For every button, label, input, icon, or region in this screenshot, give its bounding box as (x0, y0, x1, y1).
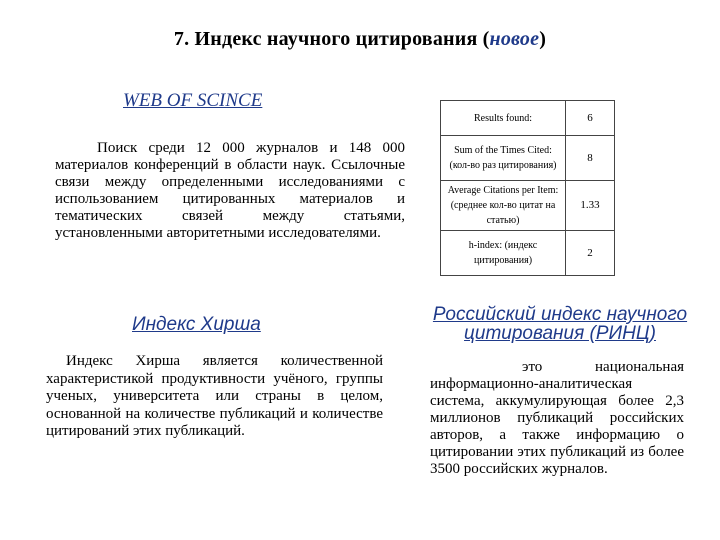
rinc-heading[interactable]: Российский индекс научного цитирования (РИНЦ) (432, 304, 688, 344)
hirsch-heading[interactable]: Индекс Хирша (132, 314, 261, 335)
wos-description: Поиск среди 12 000 журналов и 148 000 материалов конференций в области наук. Ссылочные связи между определенными исследованиями с использованием цитированных материалов и тематических связей между статьями, установленными авторитетными исследователями. (55, 140, 405, 241)
stat-value: 1.33 (566, 181, 615, 231)
slide-title-accent: новое (489, 28, 540, 50)
stat-value: 6 (566, 101, 615, 136)
hirsch-description: Индекс Хирша является количественной характеристикой продуктивности учёного, группы ученых, университета или страны в целом, основанной на количестве публикаций и количестве цитирований этих публикаций. (46, 353, 383, 439)
stat-value: 2 (566, 231, 615, 276)
stat-label: Results found: (441, 101, 566, 136)
table-row (441, 101, 615, 136)
table-row (441, 231, 615, 276)
slide-title (0, 28, 720, 51)
table-row (441, 136, 615, 181)
slide-title-close: ) (539, 28, 547, 50)
citation-stats-table (440, 100, 615, 276)
table-row (441, 181, 615, 231)
wos-heading[interactable]: WEB OF SCINCE (123, 90, 263, 111)
rinc-description (430, 359, 684, 478)
stat-label: h-index: (индекс цитирования) (441, 231, 566, 276)
stat-label: Sum of the Times Cited: (кол-во раз цитирования) (441, 136, 566, 181)
stat-value: 8 (566, 136, 615, 181)
rinc-description-text: это национальная информационно-аналитическая система, аккумулирующая более 2,3 миллионов публикаций российских авторов, а также информацию о цитировании этих публикаций из более 3500 российских журналов. (430, 359, 684, 477)
stat-label: Average Citations per Item: (среднее кол-во цитат на статью) (441, 181, 566, 231)
slide-title-main: 7. Индекс научного цитирования ( (173, 28, 490, 50)
